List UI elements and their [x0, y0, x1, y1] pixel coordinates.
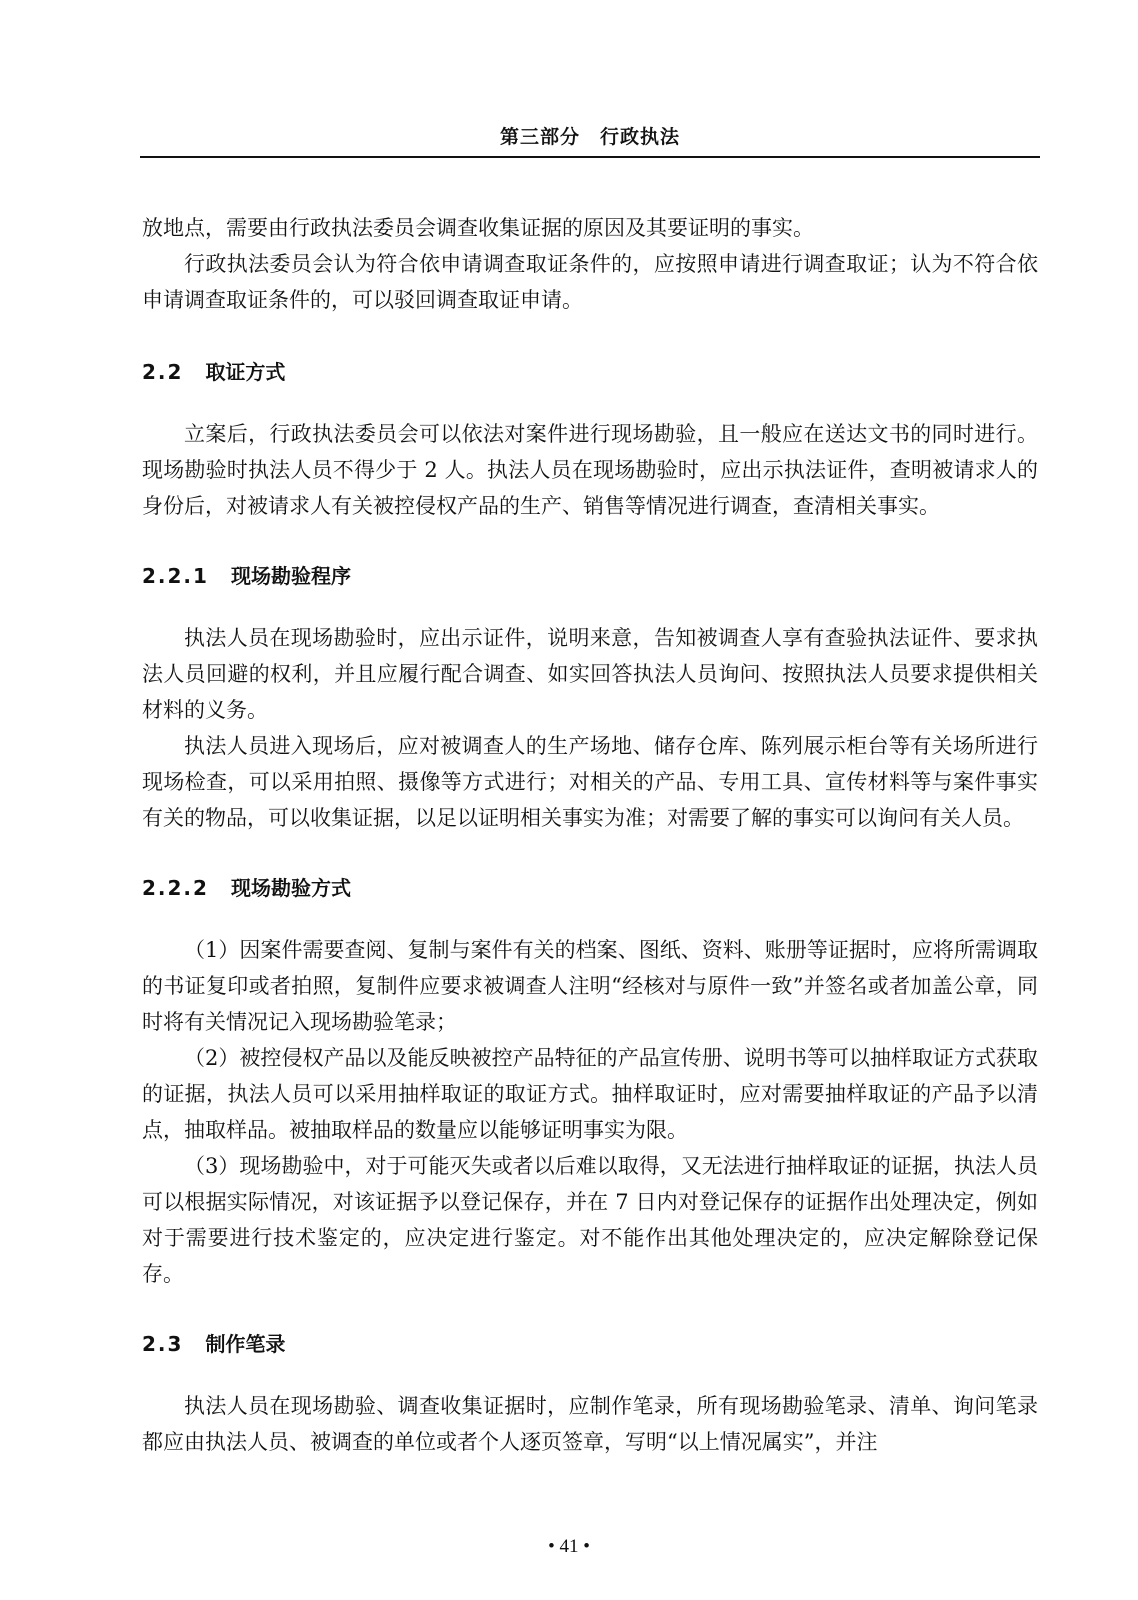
section-heading-2-3	[142, 1326, 1038, 1362]
list-item-2: （2）被控侵权产品以及能反映被控产品特征的产品宣传册、说明书等可以抽样取证方式获取的证据，执法人员可以采用抽样取证的取证方式。抽样取证时，应对需要抽样取证的产品予以清点，抽取样品。被抽取样品的数量应以能够证明事实为限。	[142, 1046, 1038, 1142]
section-heading-2-2-1	[142, 558, 1038, 594]
page-number: • 41 •	[548, 1536, 590, 1557]
section-number: 2.2.2	[142, 876, 209, 900]
section-title: 取证方式	[205, 360, 286, 384]
section-number: 2.3	[142, 1332, 184, 1356]
list-item-1: （1）因案件需要查阅、复制与案件有关的档案、图纸、资料、账册等证据时，应将所需调取的书证复印或者拍照，复制件应要求被调查人注明“经核对与原件一致”并签名或者加盖公章，同时将有关情况记入现场勘验笔录；	[142, 938, 1038, 1034]
header-rule	[140, 156, 1040, 158]
list-item-3: （3）现场勘验中，对于可能灭失或者以后难以取得，又无法进行抽样取证的证据，执法人员可以根据实际情况，对该证据予以登记保存，并在 7 日内对登记保存的证据作出处理决定，例如对于需要进行技术鉴定的，应决定进行鉴定。对不能作出其他处理决定的，应决定解除登记保存。	[142, 1154, 1038, 1286]
section-title: 制作笔录	[205, 1332, 286, 1356]
section-title: 现场勘验方式	[230, 876, 351, 900]
section-heading-2-2	[142, 354, 1038, 390]
section-title: 现场勘验程序	[230, 564, 351, 588]
paragraph: 行政执法委员会认为符合依申请调查取证条件的，应按照申请进行调查取证；认为不符合依申请调查取证条件的，可以驳回调查取证申请。	[142, 252, 1038, 312]
section-number: 2.2.1	[142, 564, 209, 588]
paragraph: 执法人员进入现场后，应对被调查人的生产场地、储存仓库、陈列展示柜台等有关场所进行现场检查，可以采用拍照、摄像等方式进行；对相关的产品、专用工具、宣传材料等与案件事实有关的物品，可以收集证据，以足以证明相关事实为准；对需要了解的事实可以询问有关人员。	[142, 734, 1038, 830]
paragraph: 执法人员在现场勘验时，应出示证件，说明来意，告知被调查人享有查验执法证件、要求执法人员回避的权利，并且应履行配合调查、如实回答执法人员询问、按照执法人员要求提供相关材料的义务。	[142, 626, 1038, 722]
paragraph: 立案后，行政执法委员会可以依法对案件进行现场勘验，且一般应在送达文书的同时进行。现场勘验时执法人员不得少于 2 人。执法人员在现场勘验时，应出示执法证件，查明被请求人的身份后，对被请求人有关被控侵权产品的生产、销售等情况进行调查，查清相关事实。	[142, 422, 1038, 518]
section-heading-2-2-2	[142, 870, 1038, 906]
paragraph: 放地点，需要由行政执法委员会调查收集证据的原因及其要证明的事实。	[142, 216, 814, 240]
paragraph: 执法人员在现场勘验、调查收集证据时，应制作笔录，所有现场勘验笔录、清单、询问笔录都应由执法人员、被调查的单位或者个人逐页签章，写明“以上情况属实”，并注	[142, 1394, 1038, 1454]
page-body	[142, 210, 1038, 1460]
running-header: 第三部分 行政执法	[499, 126, 680, 148]
section-number: 2.2	[142, 360, 184, 384]
